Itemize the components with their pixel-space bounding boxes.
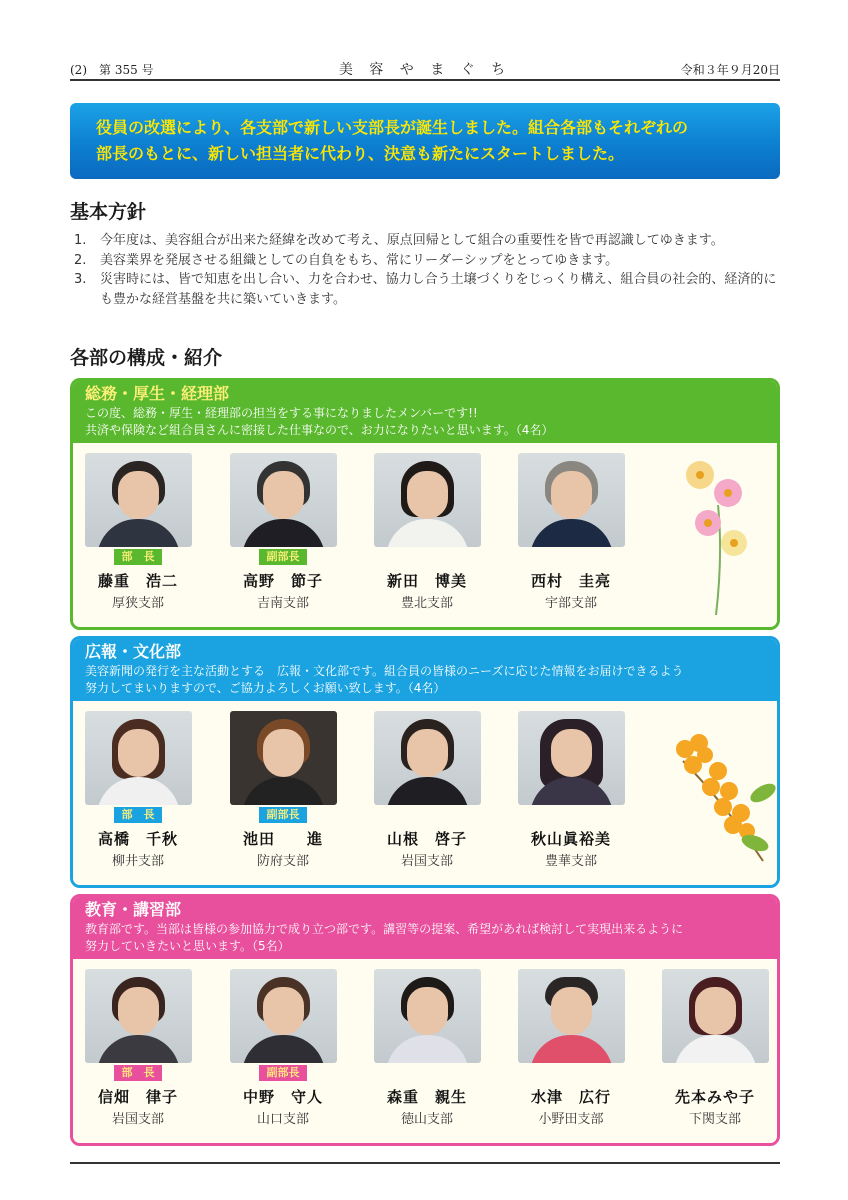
member-photo xyxy=(85,969,192,1063)
member-branch: 厚狭支部 xyxy=(111,596,164,611)
dept-desc-1: 美容新聞の発行を主な活動とする 広報・文化部です。組合員の皆様のニーズに応じた情報をお届けできるよう xyxy=(85,664,684,678)
dept-header xyxy=(73,381,777,443)
member-name: 山根 啓子 xyxy=(386,830,467,848)
member-card xyxy=(516,969,626,1127)
dept-education xyxy=(70,894,780,1146)
member-card xyxy=(372,969,482,1127)
member-branch: 宇部支部 xyxy=(544,596,597,611)
member-photo xyxy=(230,453,337,547)
footer-rule xyxy=(70,1162,780,1164)
member-photo xyxy=(374,969,481,1063)
member-photo xyxy=(518,969,625,1063)
dept-members xyxy=(73,701,777,885)
dept-header xyxy=(73,639,777,701)
member-card xyxy=(228,969,338,1127)
member-photo xyxy=(230,969,337,1063)
role-badge: 部 長 xyxy=(114,807,162,823)
member-photo xyxy=(662,969,769,1063)
member-card xyxy=(660,969,770,1127)
member-branch: 防府支部 xyxy=(256,854,309,869)
member-name: 水津 広行 xyxy=(530,1088,611,1106)
member-name: 森重 親生 xyxy=(386,1088,467,1106)
member-photo xyxy=(374,711,481,805)
member-branch: 小野田支部 xyxy=(538,1112,604,1127)
dept-desc-2: 努力してまいりますので、ご協力よろしくお願い致します。（4名） xyxy=(85,681,446,695)
dept-title: 広報・文化部 xyxy=(85,642,182,661)
member-name: 高野 節子 xyxy=(242,572,323,590)
member-branch: 柳井支部 xyxy=(111,854,164,869)
member-photo xyxy=(85,453,192,547)
role-badge: 部 長 xyxy=(114,1065,162,1081)
member-card xyxy=(83,453,193,611)
role-badge: 副部長 xyxy=(259,807,307,823)
osmanthus-flower-icon xyxy=(663,721,780,871)
member-card xyxy=(83,711,193,869)
member-name: 西村 圭亮 xyxy=(530,572,611,590)
issue-number: (2) 第 355 号 xyxy=(70,63,154,77)
policy-item: 3. 災害時には、皆で知恵を出し合い、力を合わせ、協力し合う土壌づくりをじっくり構え、組合員の社会的、経済的にも豊かな経営基盤を共に築いていきます。 xyxy=(74,272,777,307)
member-branch: 豊北支部 xyxy=(400,596,453,611)
policy-item: 1. 今年度は、美容組合が出来た経緯を改めて考え、原点回帰として組合の重要性を皆で再認識してゆきます。 xyxy=(74,233,724,248)
member-card xyxy=(228,711,338,869)
member-photo xyxy=(518,453,625,547)
member-card xyxy=(83,969,193,1127)
banner-line-2: 部長のもとに、新しい担当者に代わり、決意も新たにスタートしました。 xyxy=(96,144,625,163)
announcement-banner xyxy=(70,103,780,179)
member-branch: 豊華支部 xyxy=(544,854,597,869)
newsletter-title: 美 容 や ま ぐ ち xyxy=(338,62,512,78)
dept-members xyxy=(73,959,777,1143)
member-photo xyxy=(230,711,337,805)
role-badge: 副部長 xyxy=(259,1065,307,1081)
page-header xyxy=(70,57,780,81)
dept-general-affairs xyxy=(70,378,780,630)
issue-date: 令和３年９月20日 xyxy=(680,63,780,77)
policy-list xyxy=(70,231,788,309)
dept-header xyxy=(73,897,777,959)
member-photo xyxy=(374,453,481,547)
member-card xyxy=(516,453,626,611)
dept-desc-1: 教育部です。当部は皆様の参加協力で成り立つ部です。講習等の提案、希望があれば検討して実現出来るように xyxy=(85,922,684,936)
member-name: 池田 進 xyxy=(242,830,323,848)
dept-members xyxy=(73,443,777,627)
role-badge: 副部長 xyxy=(259,549,307,565)
policy-item: 2. 美容業界を発展させる組織としての自負をもち、常にリーダーシップをとってゆきます。 xyxy=(74,252,619,268)
member-photo xyxy=(85,711,192,805)
member-name: 先本みや子 xyxy=(674,1088,755,1106)
member-branch: 岩国支部 xyxy=(400,854,453,869)
departments-heading: 各部の構成・紹介 xyxy=(70,347,223,369)
member-branch: 岩国支部 xyxy=(111,1112,164,1127)
member-name: 秋山眞裕美 xyxy=(530,830,611,848)
member-branch: 徳山支部 xyxy=(400,1112,453,1127)
dept-desc-2: 共済や保険など組合員さんに密接した仕事なので、お力になりたいと思います。（4名） xyxy=(85,423,554,437)
role-badge: 部 長 xyxy=(114,549,162,565)
member-name: 新田 博美 xyxy=(386,572,467,590)
member-card xyxy=(372,453,482,611)
member-branch: 吉南支部 xyxy=(256,596,309,611)
dept-title: 教育・講習部 xyxy=(85,900,182,919)
member-card xyxy=(372,711,482,869)
member-branch: 山口支部 xyxy=(256,1112,309,1127)
dept-pr-culture xyxy=(70,636,780,888)
dept-title: 総務・厚生・経理部 xyxy=(85,384,230,403)
policy-heading: 基本方針 xyxy=(70,201,147,223)
member-name: 中野 守人 xyxy=(242,1088,323,1106)
member-card xyxy=(516,711,626,869)
member-photo xyxy=(518,711,625,805)
member-name: 藤重 浩二 xyxy=(97,572,178,590)
member-branch: 下関支部 xyxy=(688,1112,741,1127)
member-name: 信畑 律子 xyxy=(97,1088,178,1106)
cosmos-flower-icon xyxy=(678,445,758,615)
dept-desc-2: 努力していきたいと思います。（5名） xyxy=(85,939,290,953)
member-card xyxy=(228,453,338,611)
dept-desc-1: この度、総務・厚生・経理部の担当をする事になりましたメンバーです!! xyxy=(85,406,478,420)
banner-line-1: 役員の改選により、各支部で新しい支部長が誕生しました。組合各部もそれぞれの xyxy=(96,118,689,137)
member-name: 高橋 千秋 xyxy=(97,830,178,848)
